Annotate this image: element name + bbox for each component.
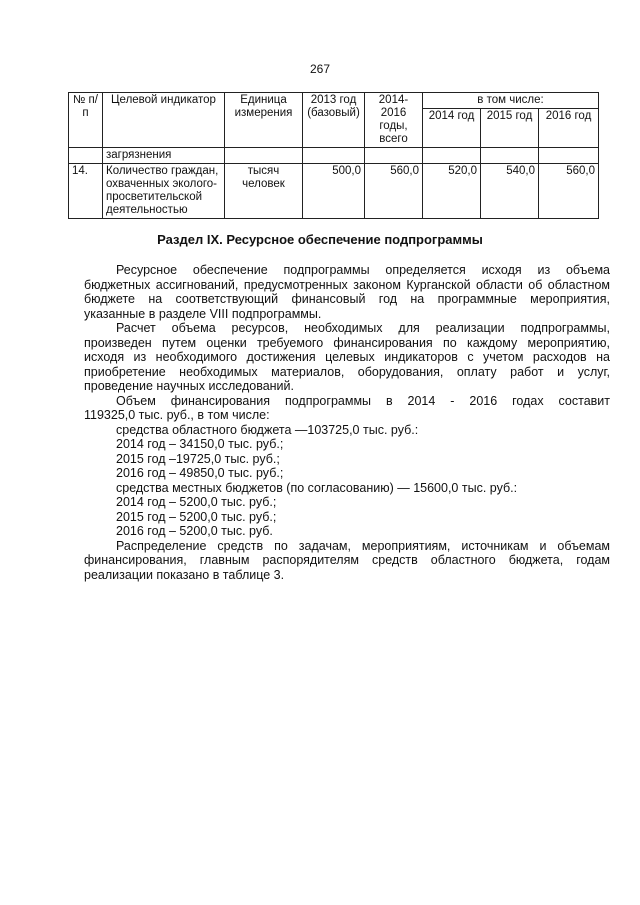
header-indicator: Целевой индикатор	[103, 93, 225, 148]
funding-item: 2015 год –19725,0 тыс. руб.;	[116, 451, 280, 466]
section-title: Раздел IX. Ресурсное обеспечение подпрограммы	[157, 232, 483, 247]
row-num: 14.	[69, 164, 103, 219]
row-unit: тысяч человек	[225, 164, 303, 219]
indicators-table	[68, 92, 599, 219]
header-including: в том числе:	[423, 93, 599, 109]
header-2014: 2014 год	[423, 109, 481, 148]
row-2015: 540,0	[481, 164, 539, 219]
page-number: 267	[309, 62, 331, 76]
paragraph-line: исходя из необходимого достижения целевых индикаторов с учетом расходов на	[84, 350, 610, 364]
funding-item: 2014 год – 5200,0 тыс. руб.;	[116, 495, 277, 509]
paragraph-line: реализации показано в таблице 3.	[84, 567, 285, 582]
header-2016: 2016 год	[539, 109, 599, 148]
funding-item: средства областного бюджета —103725,0 тыс. руб.:	[116, 422, 419, 437]
section-body	[84, 263, 610, 582]
row-2016: 560,0	[539, 164, 599, 219]
paragraph-line: произведен путем оценки требуемого финансирования по каждому мероприятию,	[84, 335, 610, 350]
table-row	[69, 164, 599, 219]
row-total: 560,0	[365, 164, 423, 219]
paragraph-line: бюджете на соответствующий финансовый год на программные мероприятия,	[84, 292, 610, 306]
row-base: 500,0	[303, 164, 365, 219]
paragraph-line: Расчет объема ресурсов, необходимых для реализации подпрограммы,	[116, 321, 610, 335]
row-indicator: Количество граждан, охваченных эколого-просветительской деятельностью	[103, 164, 225, 219]
header-2015: 2015 год	[481, 109, 539, 148]
row-2014: 520,0	[423, 164, 481, 219]
funding-item: 2014 год – 34150,0 тыс. руб.;	[116, 437, 284, 451]
paragraph-line: 119325,0 тыс. руб., в том числе:	[84, 408, 270, 422]
paragraph-line: указанные в разделе VIII подпрограммы.	[84, 306, 322, 321]
funding-item: средства местных бюджетов (по согласованию) — 15600,0 тыс. руб.:	[116, 480, 518, 495]
paragraph-line: приобретение необходимых материалов, оборудования, оплату работ и услуг,	[84, 364, 610, 379]
header-unit: Единица измерения	[225, 93, 303, 148]
funding-item: 2015 год – 5200,0 тыс. руб.;	[116, 509, 277, 524]
header-total: 2014-2016 годы, всего	[365, 93, 423, 148]
paragraph-line: Ресурсное обеспечение подпрограммы определяется исходя из объема	[116, 263, 610, 277]
funding-item: 2016 год – 49850,0 тыс. руб.;	[116, 466, 284, 480]
funding-item: 2016 год – 5200,0 тыс. руб.	[116, 524, 273, 538]
paragraph-line: Объем финансирования подпрограммы в 2014 - 2016 годах составит	[116, 393, 610, 408]
table-row-continued	[69, 148, 599, 164]
table-header-row	[69, 93, 599, 109]
header-num: № п/п	[69, 93, 103, 148]
paragraph-line: бюджетных ассигнований, предусмотренных законом Курганской области об областном	[84, 277, 610, 292]
paragraph-line: финансирования, главным распорядителям средств областного бюджета, годам	[84, 553, 610, 567]
continued-text: загрязнения	[103, 148, 225, 164]
paragraph-line: проведение научных исследований.	[84, 379, 294, 393]
header-base-year: 2013 год (базовый)	[303, 93, 365, 148]
paragraph-line: Распределение средств по задачам, мероприятиям, источникам и объемам	[116, 538, 610, 553]
